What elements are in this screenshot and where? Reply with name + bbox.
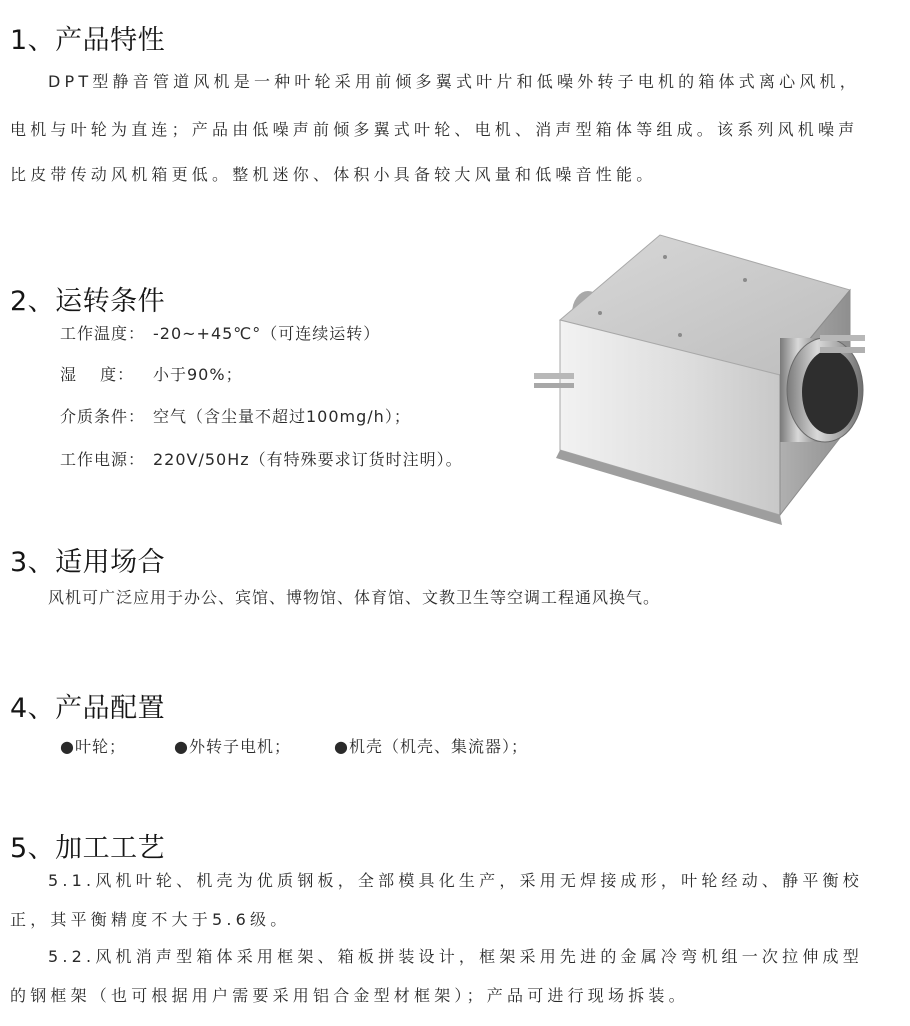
section-1-heading: 1、产品特性	[10, 25, 166, 56]
section-3-text: 风机可广泛应用于办公、宾馆、博物馆、体育馆、文教卫生等空调工程通风换气。	[48, 588, 661, 607]
condition-label-humidity: 湿 度：	[60, 365, 135, 384]
condition-label-power: 工作电源：	[60, 450, 146, 469]
condition-label-temperature: 工作温度：	[60, 324, 146, 343]
config-item-housing: ●机壳（机壳、集流器）；	[334, 737, 528, 756]
section-4-heading: 4、产品配置	[10, 693, 166, 724]
section-2-heading: 2、运转条件	[10, 286, 166, 317]
condition-value-power: 220V/50Hz（有特殊要求订货时注明）。	[153, 450, 463, 469]
section-5-heading: 5、加工工艺	[10, 833, 166, 864]
section-1-line-3: 比皮带传动风机箱更低。整机迷你、体积小具备较大风量和低噪音性能。	[10, 165, 657, 184]
section-1-line-2: 电机与叶轮为直连；产品由低噪声前倾多翼式叶轮、电机、消声型箱体等组成。该系列风机噪声	[10, 120, 859, 139]
condition-value-temperature: -20~+45℃°（可连续运转）	[153, 324, 381, 343]
condition-value-humidity: 小于90%；	[153, 365, 243, 384]
section-5-line-2: 正，其平衡精度不大于5.6级。	[10, 910, 291, 929]
section-1-line-1: DPT型静音管道风机是一种叶轮采用前倾多翼式叶片和低噪外转子电机的箱体式离心风机，	[48, 72, 860, 91]
config-item-motor: ●外转子电机；	[174, 737, 291, 756]
condition-label-medium: 介质条件：	[60, 407, 146, 426]
section-5-line-4: 的钢框架（也可根据用户需要采用铝合金型材框架）；产品可进行现场拆装。	[10, 986, 689, 1005]
duct-fan-box-icon	[520, 225, 870, 525]
section-5-line-1: 5.1.风机叶轮、机壳为优质钢板，全部模具化生产，采用无焊接成形，叶轮经动、静平衡校	[48, 871, 863, 890]
config-item-impeller: ●叶轮；	[60, 737, 126, 756]
condition-value-medium: 空气（含尘量不超过100mg/h）；	[153, 407, 411, 426]
section-3-heading: 3、适用场合	[10, 547, 166, 578]
section-5-line-3: 5.2.风机消声型箱体采用框架、箱板拼装设计，框架采用先进的金属冷弯机组一次拉伸成型	[48, 947, 863, 966]
